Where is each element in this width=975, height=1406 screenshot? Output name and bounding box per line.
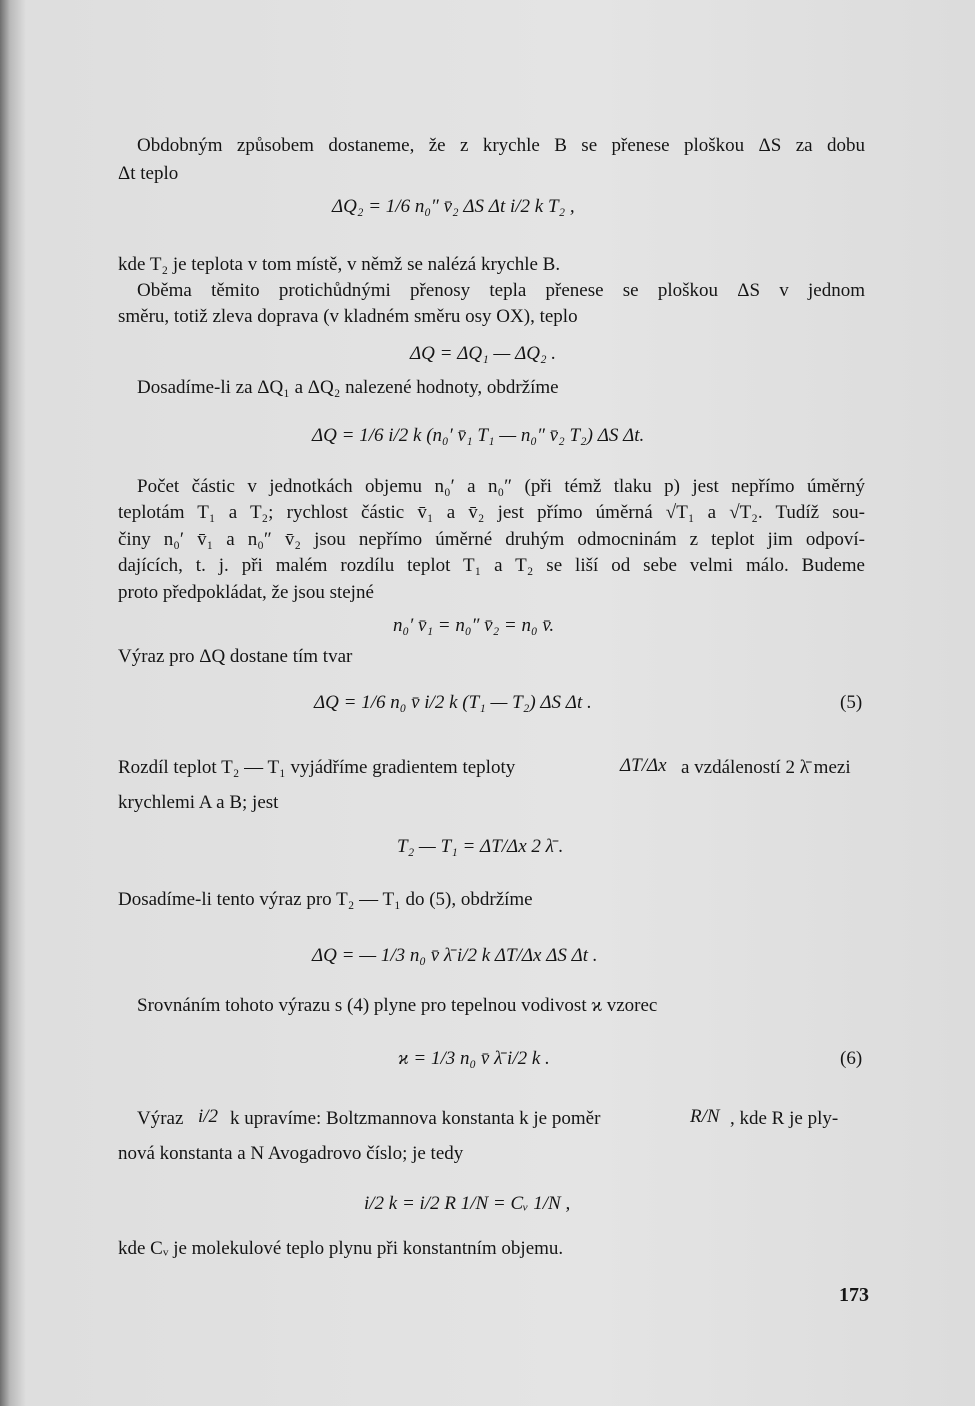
text-line-3: kde T₂ je teplota v tom místě, v němž se nalézá krychle B.: [118, 254, 561, 275]
fraction-i-over-2: i/2: [198, 1106, 219, 1127]
equation-number-5: (5): [840, 692, 863, 713]
text-line-9: činy n₀′ v̄₁ a n₀″ v̄₂ jsou nepřímo úměrné druhým odmocninám z teplot jim odpoví-: [118, 529, 865, 550]
text-line-4: Oběma těmito protichůdnými přenosy tepla přenese se ploškou ΔS v jednom: [137, 280, 865, 301]
text-line-19: k upravíme: Boltzmannova konstanta k je poměr: [230, 1108, 601, 1129]
text-line-22: kde Cᵥ je molekulové teplo plynu při konstantním objemu.: [118, 1238, 564, 1259]
text-line-7: Počet částic v jednotkách objemu n₀′ a n₀″ (při témž tlaku p) jest nepřímo úměrný: [137, 476, 865, 497]
text-line-1: Obdobným způsobem dostaneme, že z krychle B se přenese ploškou ΔS za dobu: [137, 135, 865, 156]
text-line-17: Srovnáním tohoto výrazu s (4) plyne pro tepelnou vodivost ϰ vzorec: [137, 995, 658, 1016]
text-line-10: dajících, t. j. při malém rozdílu teplot T₁ a T₂ se liší od sebe velmi málo. Budeme: [118, 555, 865, 576]
equation-boltzmann: i/2 k = i/2 R 1/N = Cᵥ 1/N ,: [364, 1193, 571, 1214]
equation-dq-gradient: ΔQ = — 1/3 n₀ v̄ λ̄ i/2 k ΔT/Δx ΔS Δt .: [312, 945, 598, 966]
text-line-6: Dosadíme-li za ΔQ₁ a ΔQ₂ nalezené hodnoty, obdržíme: [137, 377, 559, 398]
text-line-18: Výraz: [137, 1108, 184, 1129]
text-line-14: a vzdáleností 2 λ̄ mezi: [681, 757, 851, 778]
text-line-12: Výraz pro ΔQ dostane tím tvar: [118, 646, 353, 667]
text-line-5: směru, totiž zleva doprava (v kladném směru osy OX), teplo: [118, 306, 578, 327]
equation-6: ϰ = 1/3 n₀ v̄ λ̄ i/2 k .: [398, 1048, 550, 1069]
equation-temperature-difference: T₂ — T₁ = ΔT/Δx 2 λ̄ .: [397, 836, 564, 857]
page-number: 173: [839, 1284, 869, 1306]
equation-number-6: (6): [840, 1048, 863, 1069]
fraction-temperature-gradient: ΔT/Δx: [620, 755, 667, 776]
text-line-11: proto předpokládat, že jsou stejné: [118, 582, 374, 603]
fraction-r-over-n: R/N: [690, 1106, 720, 1127]
equation-dq-substituted: ΔQ = 1/6 i/2 k (n₀′ v̄₁ T₁ — n₀″ v̄₂ T₂) ΔS Δt.: [312, 425, 645, 446]
equation-equal-products: n₀′ v̄₁ = n₀″ v̄₂ = n₀ v̄.: [393, 615, 555, 636]
equation-5: ΔQ = 1/6 n₀ v̄ i/2 k (T₁ — T₂) ΔS Δt .: [314, 692, 592, 713]
equation-dq-difference: ΔQ = ΔQ₁ — ΔQ₂ .: [410, 343, 557, 364]
text-line-21: nová konstanta a N Avogadrovo číslo; je tedy: [118, 1143, 464, 1164]
text-line-16: Dosadíme-li tento výraz pro T₂ — T₁ do (5), obdržíme: [118, 889, 533, 910]
text-line-13: Rozdíl teplot T₂ — T₁ vyjádříme gradientem teploty: [118, 757, 516, 778]
text-line-2: Δt teplo: [118, 163, 179, 184]
text-line-15: krychlemi A a B; jest: [118, 792, 279, 813]
equation-dq2: ΔQ₂ = 1/6 n₀″ v̄₂ ΔS Δt i/2 k T₂ ,: [332, 196, 575, 217]
text-line-8: teplotám T₁ a T₂; rychlost částic v̄₁ a v̄₂ jest přímo úměrná √T₁ a √T₂. Tudíž sou-: [118, 502, 865, 523]
text-line-20: , kde R je ply-: [730, 1108, 839, 1129]
